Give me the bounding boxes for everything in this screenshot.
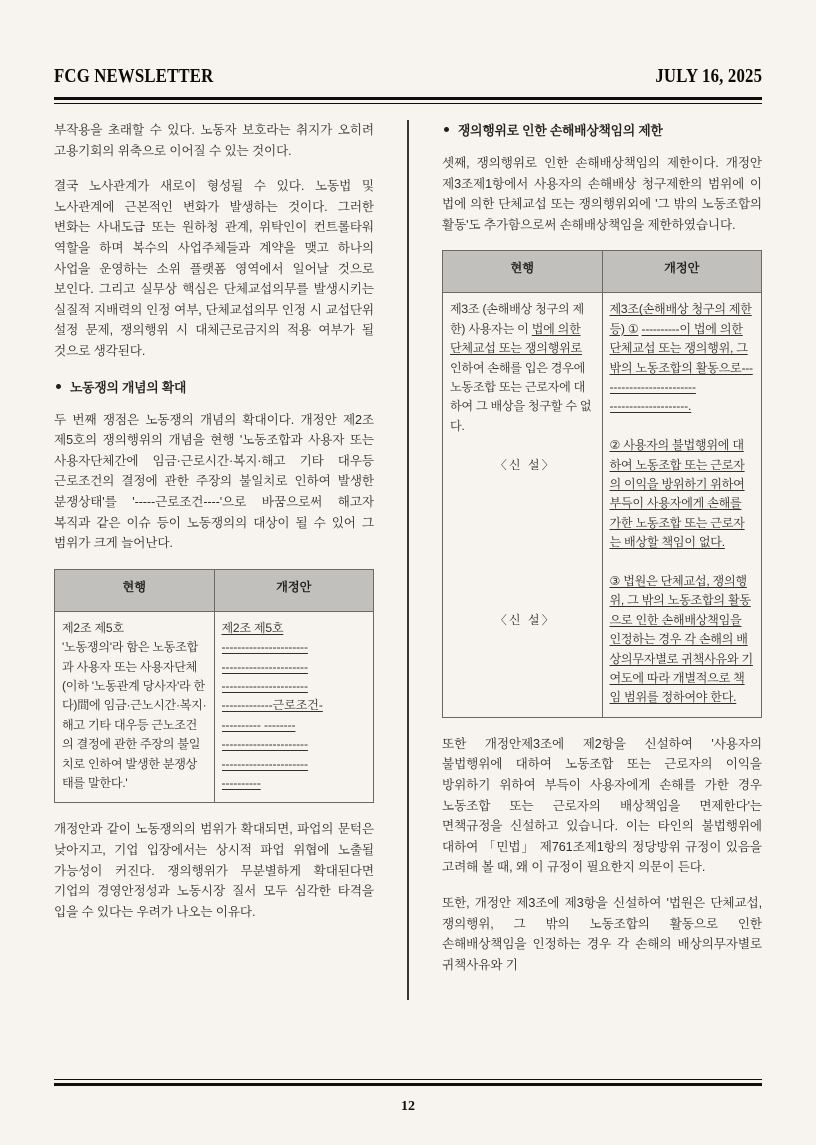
section-heading-label: 쟁의행위로 인한 손해배상책임의 제한 bbox=[458, 123, 663, 138]
dash-line: --------------------. bbox=[609, 399, 692, 414]
table-cell-revised bbox=[214, 611, 374, 803]
dash-line: ---------------------- bbox=[221, 756, 308, 771]
dash-line: ---------------------- bbox=[609, 380, 696, 394]
table-header-current: 현행 bbox=[55, 569, 215, 611]
bullet-dot-icon bbox=[444, 127, 449, 132]
dash-line: ---------------------- bbox=[221, 659, 308, 674]
dash-line: ---------- -------- bbox=[221, 717, 296, 732]
spacer bbox=[450, 436, 595, 455]
dash-line: ---------- bbox=[221, 775, 261, 790]
left-column bbox=[54, 120, 390, 1000]
spacer bbox=[450, 572, 595, 591]
section-heading-expansion-of-labor-dispute bbox=[54, 377, 374, 396]
clause-paragraph-2: ② 사용자의 불법행위에 대하여 노동조합 또는 근로자의 이익을 방위하기 위하여 부득이 사용자에게 손해를 가한 노동조합 또는 근로자는 배상할 책임이 없다. bbox=[609, 438, 745, 550]
newsletter-title: FCG NEWSLETTER bbox=[54, 66, 214, 87]
clause-paragraph-3: ③ 법원은 단체교섭, 쟁의행위, 그 밖의 노동조합의 활동으로 인한 손해배상책임을 인정하는 경우 각 손해의 배상의무자별로 귀책사유와 기여도에 따라 개별적으로 책임 범위를 정하여야 한다. bbox=[609, 574, 753, 705]
spacer bbox=[450, 533, 595, 552]
masthead bbox=[54, 0, 762, 92]
clause-title: 제2조 제5호 bbox=[221, 620, 284, 635]
table-cell-current bbox=[55, 611, 215, 803]
body-columns bbox=[54, 120, 762, 1000]
newsletter-date: JULY 16, 2025 bbox=[655, 66, 762, 87]
dash-line: ----------이 법에 의한 단체교섭 또는 쟁의행위, 그 밖의 노동조합의 활동으로--- bbox=[609, 321, 753, 375]
clause-title: 제2조 제5호 bbox=[62, 620, 124, 635]
bullet-dot-icon bbox=[56, 384, 61, 389]
dash-line: ---------------------- bbox=[221, 678, 308, 693]
spacer bbox=[610, 417, 755, 436]
comparison-table-article2 bbox=[54, 569, 374, 804]
table-row bbox=[55, 611, 374, 803]
paragraph: 셋째, 쟁의행위로 인한 손해배상책임의 제한이다. 개정안 제3조제1항에서 사용자의 손해배상 청구제한의 범위에 이 법에 의한 단체교섭 또는 쟁의행위외에 '그 밖의 노동조합의 활동'도 추가함으로써 손해배상책임을 제한하였습니다. bbox=[442, 156, 762, 232]
comparison-table-article3 bbox=[442, 250, 762, 718]
table-cell-current bbox=[443, 293, 603, 718]
clause-body: '노동쟁의'라 함은 노동조합과 사용자 또는 사용자단체(이하 '노동관계 당사자'라 한다)間에 임금·근노시간·복지·해고 기타 대우등 근노조건의 결정에 관한 주장의 불일치로 인하여 발생한 분쟁상태를 말한다.' bbox=[62, 640, 207, 790]
paragraph: 또한 개정안제3조에 제2항을 신설하여 '사용자의 불법행위에 대하여 노동조합 또는 근로자의 이익을 방위하기 위하여 부득이 사용자에게 손해를 가한 경우 노동조합 또는 근로자의 배상책임을 면제한다'는 면책규정을 신설하고 있습니다. 이는 타인의 불법행위에 대하여 「민법」 제761조제1항의 정당방위 규정이 있음을 고려해 볼 때, 왜 이 규정이 필요한지 의문이 든다. bbox=[442, 736, 762, 875]
masthead-rule bbox=[54, 97, 762, 104]
section-heading-label: 노동쟁의 개념의 확대 bbox=[70, 379, 187, 395]
table-header-revised: 개정안 bbox=[602, 251, 762, 293]
dash-line: ---------------------- bbox=[221, 640, 308, 655]
paragraph: 또한, 개정안 제3조에 제3항을 신설하여 '법원은 단체교섭, 쟁의행위, 그 밖의 노동조합의 활동으로 인한 손해배상책임을 인정하는 경우 각 손해의 배상의무자별로 귀책사유와 기 bbox=[442, 896, 762, 972]
clause-text-underlined: 법에 의한 단체교섭 또는 쟁의행위로 bbox=[450, 321, 582, 356]
spacer bbox=[610, 553, 755, 572]
table-header-row bbox=[55, 569, 374, 611]
column-gap bbox=[390, 120, 426, 1000]
spacer bbox=[450, 591, 595, 610]
spacer bbox=[450, 475, 595, 494]
spacer bbox=[450, 514, 595, 533]
table-cell-revised bbox=[602, 293, 762, 718]
footer-rule bbox=[54, 1079, 762, 1086]
clause-text-plain: 제3조 (손해배상 청구의 제한) 사용자는 이 bbox=[450, 302, 584, 336]
spacer bbox=[450, 553, 595, 572]
table-header-row bbox=[443, 251, 762, 293]
footer bbox=[54, 1079, 762, 1115]
paragraph: 결국 노사관계가 새로이 형성될 수 있다. 노동법 및 노사관계에 근본적인 변화가 발생하는 것이다. 그러한 변화는 사내도급 또는 원하청 관계, 위탁인이 컨트롤타워 역할을 하며 복수의 사업주체들과 계약을 맺고 하나의 사업을 운영하는 소위 플랫폼 영역에서 일어날 것으로 보인다. 그리고 실무상 핵심은 단체교섭의무를 발생시키는 실질적 지배력의 인정 여부, 단체교섭의무 인정 시 교섭단위 설정 문제, 쟁의행위 시 대체근로금지의 적용 여부가 될 것으로 생각된다. bbox=[54, 179, 374, 358]
table-header-revised: 개정안 bbox=[214, 569, 374, 611]
table-header-current: 현행 bbox=[443, 251, 603, 293]
dash-line: -------------근로조건- bbox=[221, 698, 323, 713]
clause-title: 제3조(손해배상 청구의 제한 등) ① bbox=[609, 302, 752, 336]
paragraph: 두 번째 쟁점은 노동쟁의 개념의 확대이다. 개정안 제2조 제5호의 쟁의행위의 개념을 현행 '노동조합과 사용자 또는 사용자단체간에 임금·근로시간·복지·해고 기타 대우등 근로조건의 결정에 관한 주장의 불일치로 인하여 발생한 분쟁상태'를 '-----근로조건----'으로 바꿈으로써 해고자 복직과 같은 이슈 등이 노동쟁의의 대상이 될 수 있어 그 범위가 크게 늘어난다. bbox=[54, 412, 374, 551]
clause-text-plain: 인하여 손해를 입은 경우에 노동조합 또는 근로자에 대하여 그 배상을 청구할 수 없다. bbox=[450, 360, 592, 433]
right-column bbox=[426, 120, 762, 1000]
page-number: 12 bbox=[401, 1099, 415, 1114]
table-row bbox=[443, 293, 762, 718]
paragraph: 개정안과 같이 노동쟁의의 범위가 확대되면, 파업의 문턱은 낮아지고, 기업 입장에서는 상시적 파업 위협에 노출될 가능성이 커진다. 쟁의행위가 무분별하게 확대된다면 기업의 경영안정성과 노동시장 질서 모두 심각한 타격을 입을 수 있다는 우려가 나오는 이유다. bbox=[54, 822, 374, 919]
column-divider bbox=[407, 120, 409, 1000]
new-provision-label: 〈신 설〉 bbox=[494, 612, 556, 627]
section-heading-damage-liability-limit bbox=[442, 120, 762, 139]
new-provision-label: 〈신 설〉 bbox=[494, 457, 556, 472]
paragraph: 부작용을 초래할 수 있다. 노동자 보호라는 취지가 오히려 고용기회의 위축으로 이어질 수 있는 것이다. bbox=[54, 123, 374, 158]
spacer bbox=[450, 494, 595, 513]
dash-line: ---------------------- bbox=[221, 737, 308, 752]
